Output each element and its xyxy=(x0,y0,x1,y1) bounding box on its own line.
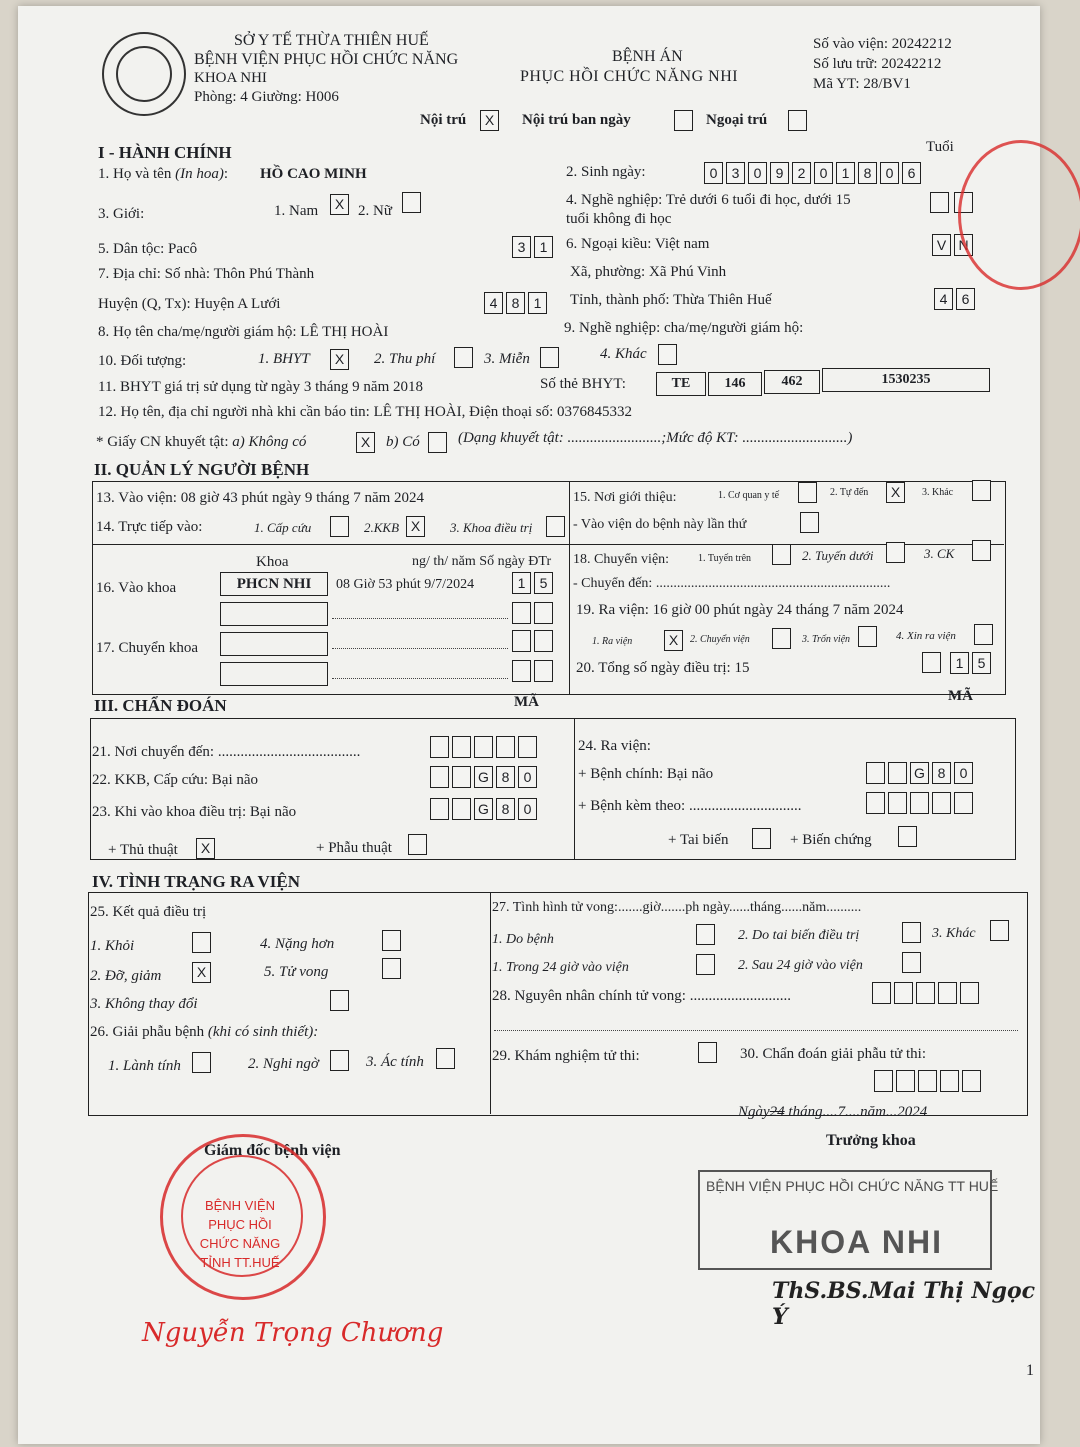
guardian: 8. Họ tên cha/mẹ/người giám hộ: LÊ THỊ HOÀI xyxy=(98,324,389,340)
dept-in-time: 08 Giờ 53 phút 9/7/2024 xyxy=(336,577,475,592)
transfer-down: 2. Tuyến dưới xyxy=(802,548,874,563)
direct-ward-checkbox[interactable] xyxy=(546,516,565,537)
result-unchanged: 3. Không thay đổi xyxy=(90,996,198,1012)
form-code: Mã YT: 28/BV1 xyxy=(813,76,911,92)
card-part-1: TE xyxy=(656,372,706,396)
dob-digit-boxes xyxy=(704,162,921,184)
dept-transfer-label: 17. Chuyển khoa xyxy=(96,640,199,656)
complication-checkbox[interactable] xyxy=(898,826,917,847)
diagnosis-divider xyxy=(574,718,575,860)
medical-record-sheet xyxy=(18,6,1040,1444)
section-diagnosis-heading: III. CHẨN ĐOÁN xyxy=(94,696,227,715)
dept-blank-days-2 xyxy=(512,630,553,652)
autopsy-code xyxy=(874,1070,981,1092)
death-after-24h-checkbox[interactable] xyxy=(902,952,921,973)
dob-digit: 6 xyxy=(902,162,921,184)
dept-blank-days-3 xyxy=(512,660,553,682)
main-disease: + Bệnh chính: Bại não xyxy=(578,766,714,782)
surgery-checkbox[interactable] xyxy=(408,834,427,855)
discharge-normal: 1. Ra viện xyxy=(592,636,633,647)
dob-digit: 8 xyxy=(858,162,877,184)
ward-stamp-bottom: KHOA NHI xyxy=(770,1224,944,1260)
foreign-label: 6. Ngoại kiều: Việt nam xyxy=(566,236,710,252)
transfer-up: 1. Tuyến trên xyxy=(698,553,752,564)
province: Tỉnh, thành phố: Thừa Thiên Huế xyxy=(570,292,772,308)
guardian-job: 9. Nghề nghiệp: cha/mẹ/người giám hộ: xyxy=(564,320,804,336)
dept-in-label: 16. Vào khoa xyxy=(96,580,177,596)
care-inpatient-label: Nội trú xyxy=(420,112,467,128)
direct-kkb-checkbox[interactable]: X xyxy=(406,516,425,537)
direct-ward: 3. Khoa điều trị xyxy=(450,520,533,535)
male-label: 1. Nam xyxy=(274,203,319,219)
card-part-3: 462 xyxy=(764,370,820,394)
red-stamp-partial xyxy=(958,140,1080,290)
dept-blank-days-1 xyxy=(512,602,553,624)
dept-blank-row-1 xyxy=(220,602,328,626)
diag-22-code: G 8 0 xyxy=(430,766,537,788)
dept-blank-row-2 xyxy=(220,632,328,656)
director-name: Nguyễn Trọng Chương xyxy=(142,1318,444,1348)
object-other: 4. Khác xyxy=(600,346,647,362)
disability-yes: b) Có xyxy=(386,434,420,450)
diagnosis-code-col-2: MÃ xyxy=(948,688,973,704)
accident-checkbox[interactable] xyxy=(752,828,771,849)
care-outpatient-checkbox[interactable] xyxy=(788,110,807,131)
transfer-hospital-label: 18. Chuyển viện: xyxy=(573,552,670,567)
admit-time: 13. Vào viện: 08 giờ 43 phút ngày 9 tháng 7 năm 2024 xyxy=(96,490,425,506)
surgery-label: + Phẫu thuật xyxy=(316,840,392,856)
page-number: 1 xyxy=(1026,1362,1034,1379)
dob-digit: 0 xyxy=(748,162,767,184)
storage-number: Số lưu trữ: 20242212 xyxy=(813,56,942,72)
result-cured-checkbox[interactable] xyxy=(192,932,211,953)
discharge-request-checkbox[interactable] xyxy=(974,624,993,645)
disability-no-checkbox[interactable]: X xyxy=(356,432,375,453)
death-other: 3. Khác xyxy=(932,926,976,941)
job-label: 4. Nghề nghiệp: Trẻ dưới 6 tuổi đi học, dưới 15 xyxy=(566,192,851,208)
death-disease-checkbox[interactable] xyxy=(696,924,715,945)
autopsy-diagnosis: 30. Chẩn đoán giải phẫu tử thi: xyxy=(740,1046,927,1062)
death-cause: 28. Nguyên nhân chính tử vong: ........................... xyxy=(492,988,791,1004)
head-title: Trưởng khoa xyxy=(826,1132,916,1149)
ward-stamp-top: BỆNH VIỆN PHỤC HỒI CHỨC NĂNG TT HUẾ xyxy=(706,1178,999,1194)
record-title: BỆNH ÁN xyxy=(612,48,683,65)
death-cause-code xyxy=(872,982,979,1004)
transfer-ck: 3. CK xyxy=(924,546,955,561)
autopsy-label: 29. Khám nghiệm tử thi: xyxy=(492,1048,640,1064)
dob-label: 2. Sinh ngày: xyxy=(566,164,646,180)
object-fee: 2. Thu phí xyxy=(374,351,436,367)
death-cause-dots xyxy=(494,1030,1018,1031)
referral-org-checkbox[interactable] xyxy=(798,482,817,503)
female-checkbox[interactable] xyxy=(402,192,421,213)
management-row-line xyxy=(92,544,1004,545)
admission-number: Số vào viện: 20242212 xyxy=(813,36,952,52)
ethnic-code: 3 1 xyxy=(512,236,553,258)
result-label: 25. Kết quả điều trị xyxy=(90,904,207,920)
section-discharge-heading: IV. TÌNH TRẠNG RA VIỆN xyxy=(92,872,301,891)
job-label-cont: tuổi không đi học xyxy=(566,211,672,227)
ward-commune: Xã, phường: Xã Phú Vinh xyxy=(570,264,727,280)
foreign-code: V N xyxy=(932,234,973,256)
discharge-normal-checkbox[interactable]: X xyxy=(664,630,683,651)
death-within-24h-checkbox[interactable] xyxy=(696,954,715,975)
result-unchanged-checkbox[interactable] xyxy=(330,990,349,1011)
death-accident-checkbox[interactable] xyxy=(902,922,921,943)
card-label: Số thẻ BHYT: xyxy=(540,376,626,392)
discharge-request: 4. Xin ra viện xyxy=(896,630,956,642)
result-death: 5. Tử vong xyxy=(264,964,329,980)
main-disease-code: G 8 0 xyxy=(866,762,973,784)
result-worse: 4. Nặng hơn xyxy=(260,936,335,952)
patho-suspect-checkbox[interactable] xyxy=(330,1050,349,1071)
district-code: 4 8 1 xyxy=(484,292,547,314)
hospital-name: BỆNH VIỆN PHỤC HỒI CHỨC NĂNG xyxy=(194,51,459,68)
transfer-down-checkbox[interactable] xyxy=(886,542,905,563)
management-divider xyxy=(569,481,570,694)
total-days: 20. Tổng số ngày điều trị: 15 xyxy=(576,660,750,676)
section-management-heading: II. QUẢN LÝ NGƯỜI BỆNH xyxy=(94,460,310,479)
dob-digit: 3 xyxy=(726,162,745,184)
discharge-escape-checkbox[interactable] xyxy=(858,626,877,647)
record-subtitle: PHỤC HỒI CHỨC NĂNG NHI xyxy=(520,68,739,85)
diag-21-code xyxy=(430,736,537,758)
dob-digit: 0 xyxy=(814,162,833,184)
object-fee-checkbox[interactable] xyxy=(454,347,473,368)
result-death-checkbox[interactable] xyxy=(382,958,401,979)
gender-label: 3. Giới: xyxy=(98,206,145,222)
transfer-to: - Chuyển đến: ................................................................... xyxy=(573,576,891,591)
dept-blank-dots-1 xyxy=(332,618,508,619)
care-outpatient-label: Ngoại trú xyxy=(706,112,768,128)
patho-malignant-checkbox[interactable] xyxy=(436,1048,455,1069)
death-other-checkbox[interactable] xyxy=(990,920,1009,941)
direct-kkb: 2.KKB xyxy=(364,520,400,535)
discharge-transfer-checkbox[interactable] xyxy=(772,628,791,649)
contact-info: 12. Họ tên, địa chỉ người nhà khi cần báo tin: LÊ THỊ HOÀI, Điện thoại số: 0376845332 xyxy=(98,404,633,420)
referral-other: 3. Khác xyxy=(922,487,954,498)
district: Huyện (Q, Tx): Huyện A Lưới xyxy=(98,296,281,312)
insurance-validity: 11. BHYT giá trị sử dụng từ ngày 3 tháng 9 năm 2018 xyxy=(98,379,423,395)
direct-label: 14. Trực tiếp vào: xyxy=(96,519,203,535)
object-bhyt-checkbox[interactable]: X xyxy=(330,349,349,370)
object-exempt: 3. Miễn xyxy=(484,351,530,367)
dept-blank-dots-3 xyxy=(332,678,508,679)
dept-blank-dots-2 xyxy=(332,648,508,649)
diag-21: 21. Nơi chuyển đến: ...................................... xyxy=(92,744,361,760)
death-status: 27. Tình hình tử vong:.......giờ.......ph ngày......tháng......năm.......... xyxy=(492,900,862,915)
diagnosis-frame xyxy=(90,718,1016,860)
death-within-24h: 1. Trong 24 giờ vào viện xyxy=(492,960,629,975)
result-cured: 1. Khỏi xyxy=(90,938,135,954)
transfer-up-checkbox[interactable] xyxy=(772,544,791,565)
discharge-transfer: 2. Chuyển viện xyxy=(690,634,750,645)
dob-digit: 1 xyxy=(836,162,855,184)
disability-detail: (Dạng khuyết tật: .........................;Mức độ KT: ............................) xyxy=(458,430,853,446)
autopsy-checkbox[interactable] xyxy=(698,1042,717,1063)
object-label: 10. Đối tượng: xyxy=(98,353,187,369)
care-day-label: Nội trú ban ngày xyxy=(522,112,631,128)
ward-name: KHOA NHI xyxy=(194,70,267,86)
patho-malignant: 3. Ác tính xyxy=(366,1054,424,1070)
province-code: 4 6 xyxy=(934,288,975,310)
sign-date: Ngày24 tháng....7....năm...2024 xyxy=(738,1104,928,1120)
diag-22: 22. KKB, Cấp cứu: Bại não xyxy=(92,772,259,788)
referral-other-checkbox[interactable] xyxy=(972,480,991,501)
death-after-24h: 2. Sau 24 giờ vào viện xyxy=(738,958,863,973)
transfer-ck-checkbox[interactable] xyxy=(972,540,991,561)
diag-23-code: G 8 0 xyxy=(430,798,537,820)
patho-suspect: 2. Nghi ngờ xyxy=(248,1056,319,1072)
dob-digit: 9 xyxy=(770,162,789,184)
diag-24: 24. Ra viện: xyxy=(578,738,651,754)
direct-emergency-checkbox[interactable] xyxy=(330,516,349,537)
referral-self-checkbox[interactable]: X xyxy=(886,482,905,503)
object-bhyt: 1. BHYT xyxy=(258,351,310,367)
disability: * Giấy CN khuyết tật: a) Không có xyxy=(96,434,307,450)
address-label: 7. Địa chỉ: Số nhà: Thôn Phú Thành xyxy=(98,266,315,282)
department-line: SỞ Y TẾ THỪA THIÊN HUẾ xyxy=(234,32,429,49)
procedure-checkbox[interactable]: X xyxy=(196,838,215,859)
dob-digit: 2 xyxy=(792,162,811,184)
hospital-logo xyxy=(102,32,186,116)
total-days-box-0 xyxy=(922,652,941,673)
referral-label: 15. Nơi giới thiệu: xyxy=(573,490,677,505)
death-disease: 1. Do bệnh xyxy=(492,932,554,947)
times-label: - Vào viện do bệnh này lần thứ xyxy=(573,517,747,532)
discharge-time: 19. Ra viện: 16 giờ 00 phút ngày 24 tháng 7 năm 2024 xyxy=(576,602,904,618)
care-inpatient-checkbox[interactable]: X xyxy=(480,110,499,131)
death-accident: 2. Do tai biến điều trị xyxy=(738,928,860,943)
age-label: Tuổi xyxy=(926,139,954,155)
comorbid: + Bệnh kèm theo: .............................. xyxy=(578,798,802,814)
dept-in-value: PHCN NHI xyxy=(220,572,328,596)
procedure-label: + Thủ thuật xyxy=(108,842,178,858)
section-admin-heading: I - HÀNH CHÍNH xyxy=(98,143,232,162)
dept-blank-row-3 xyxy=(220,662,328,686)
care-day-checkbox[interactable] xyxy=(674,110,693,131)
comorbid-code xyxy=(866,792,973,814)
col-date: ng/ th/ năm Số ngày ĐTr xyxy=(412,554,552,569)
object-exempt-checkbox[interactable] xyxy=(540,347,559,368)
direct-emergency: 1. Cấp cứu xyxy=(254,520,312,535)
dob-digit: 0 xyxy=(704,162,723,184)
times-box xyxy=(800,512,819,533)
job-code-box-1 xyxy=(930,192,949,213)
result-improved: 2. Đỡ, giảm xyxy=(90,968,162,984)
object-other-checkbox[interactable] xyxy=(658,344,677,365)
referral-self: 2. Tự đến xyxy=(830,487,869,498)
female-label: 2. Nữ xyxy=(358,203,392,219)
round-stamp-text: BỆNH VIỆN PHỤC HỒI CHỨC NĂNG TỈNH TT.HUẾ xyxy=(199,1198,281,1270)
disability-yes-checkbox[interactable] xyxy=(428,432,447,453)
total-days-digits: 1 5 xyxy=(950,652,991,674)
card-part-4: 1530235 xyxy=(822,368,990,392)
referral-org: 1. Cơ quan y tế xyxy=(718,490,780,501)
ethnic-label: 5. Dân tộc: Pacô xyxy=(98,241,198,257)
result-worse-checkbox[interactable] xyxy=(382,930,401,951)
name-label: 1. Họ và tên (In hoa): xyxy=(98,166,228,182)
complication-label: + Biến chứng xyxy=(790,832,872,848)
dept-in-days: 1 5 xyxy=(512,572,553,594)
accident-label: + Tai biến xyxy=(668,832,729,848)
diagnosis-code-col-1: MÃ xyxy=(514,694,539,710)
room-bed: Phòng: 4 Giường: H006 xyxy=(194,89,339,105)
dob-digit: 0 xyxy=(880,162,899,184)
card-part-2: 146 xyxy=(708,372,762,396)
col-dept: Khoa xyxy=(256,554,289,570)
result-improved-checkbox[interactable]: X xyxy=(192,962,211,983)
director-title: Giám đốc bệnh viện xyxy=(204,1142,341,1159)
diag-23: 23. Khi vào khoa điều trị: Bại não xyxy=(92,804,297,820)
head-name: ThS.BS.Mai Thị Ngọc Ý xyxy=(772,1278,1036,1330)
discharge-divider xyxy=(490,892,491,1114)
discharge-escape: 3. Trốn viện xyxy=(802,634,851,645)
male-checkbox[interactable]: X xyxy=(330,194,349,215)
patho-benign-checkbox[interactable] xyxy=(192,1052,211,1073)
name-value: HỒ CAO MINH xyxy=(260,166,367,182)
patho-benign: 1. Lành tính xyxy=(108,1058,181,1074)
pathology-label: 26. Giải phẫu bệnh (khi có sinh thiết): xyxy=(90,1024,319,1040)
